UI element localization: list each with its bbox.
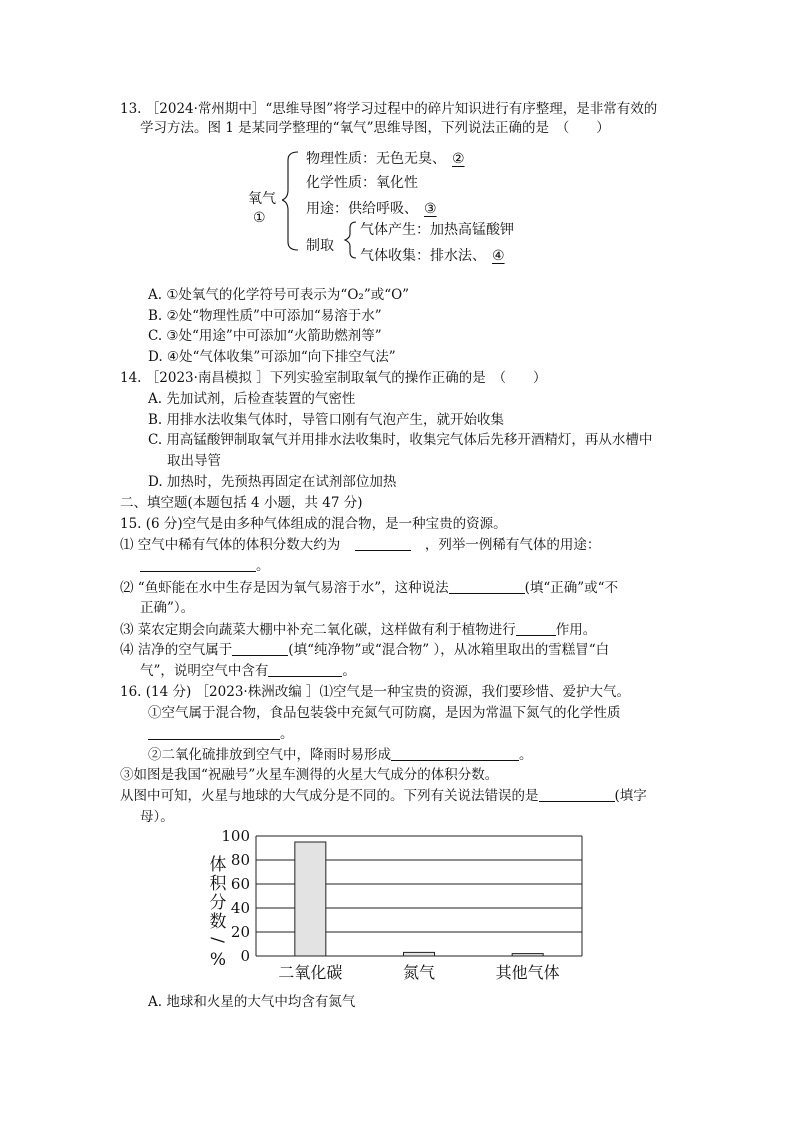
section-heading: 二、填空题(本题包括 4 小题，共 47 分) — [120, 495, 363, 511]
category-label: 其他气体 — [495, 963, 560, 982]
q13-option-a: A. ①处氧气的化学符号可表示为“O₂”或“O” — [148, 287, 410, 303]
answer-blank[interactable] — [268, 662, 342, 677]
q14-stem: 14. ［2023·南昌模拟 ］下列实验室制取氧气的操作正确的是 （ ） — [120, 370, 547, 386]
bar — [404, 952, 435, 956]
q16-sub3: ③如图是我国“祝融号”火星车测得的火星大气成分的体积分数。 — [120, 767, 499, 783]
volume-fraction-chart — [200, 826, 600, 990]
q13-option-c: C. ③处“用途”中可添加“火箭助燃剂等” — [148, 328, 382, 344]
q16-sub4-cont: 母）。 — [140, 809, 174, 825]
y-tick-label: 20 — [230, 923, 250, 941]
q14-option-d: D. 加热时，先预热再固定在试剂部位加热 — [148, 474, 397, 490]
answer-blank[interactable] — [516, 621, 556, 636]
q15-stem: 15. (6 分)空气是由多种气体组成的混合物，是一种宝贵的资源。 — [120, 516, 507, 532]
answer-blank[interactable] — [140, 557, 256, 572]
y-axis-label-char: 积 — [209, 874, 227, 894]
bar — [295, 842, 326, 956]
y-axis-label-char: 分 — [209, 893, 227, 913]
mindmap-root-mark: ① — [253, 210, 266, 226]
q15-p3a: ⑶ 菜农定期会向蔬菜大棚中补充二氧化碳，这样做有利于植物进行 — [120, 622, 516, 638]
y-tick-label: 0 — [240, 947, 250, 965]
q15-p4a: ⑷ 洁净的空气属于 — [120, 642, 233, 658]
q15-p3b: 作用。 — [555, 622, 597, 638]
mark-2: ② — [452, 151, 465, 167]
y-axis-label-char: / — [207, 937, 227, 943]
q13-option-b: B. ②处“物理性质”中可添加“易溶于水” — [148, 308, 382, 324]
q15-part2 — [120, 578, 618, 598]
y-tick-label: 60 — [230, 875, 250, 893]
use-text: 用途：供给呼吸、 — [306, 201, 418, 217]
q16-sub1: ①空气属于混合物，食品包装袋中充氮气可防腐，是因为常温下氮气的化学性质 — [148, 705, 621, 721]
q15-p2b: (填“正确”或“不 — [524, 580, 619, 596]
q14-option-a: A. 先加试剂，后检查装置的气密性 — [148, 391, 356, 407]
answer-blank[interactable] — [539, 787, 615, 802]
y-tick-label: 80 — [230, 851, 250, 869]
answer-blank[interactable] — [232, 641, 288, 656]
q16-sub1-cont — [148, 724, 294, 744]
q13-line1: 13. ［2024·常州期中］“思维导图”将学习过程中的碎片知识进行有序整理，是非常有效的 — [120, 101, 658, 117]
q14-option-b: B. 用排水法收集气体时，导管口刚有气泡产生，就开始收集 — [148, 412, 505, 428]
y-tick-label: 100 — [221, 827, 250, 845]
q15-p1c: 。 — [256, 558, 270, 574]
mindmap-root: 氧气 — [248, 191, 276, 207]
q15-p4b: (填“纯净物”或“混合物” ），从冰箱里取出的雪糕冒“白 — [288, 642, 610, 658]
q16-s4a: 从图中可知，火星与地球的大气成分是不同的。下列有关说法错误的是 — [120, 788, 539, 804]
category-label: 二氧化碳 — [278, 963, 343, 982]
q14-option-c: C. 用高锰酸钾制取氧气并用排水法收集时，收集完气体后先移开酒精灯，再从水槽中 — [148, 432, 653, 448]
q15-part1-cont — [140, 556, 270, 576]
y-axis-label-char: % — [209, 950, 227, 970]
category-label: 氮气 — [402, 963, 436, 982]
answer-blank[interactable] — [148, 725, 280, 740]
q15-part1 — [120, 535, 600, 555]
q16-s2a: ②二氧化硫排放到空气中，降雨时易形成 — [148, 747, 391, 763]
q15-p4c: 气”，说明空气中含有 — [140, 663, 269, 679]
mindmap-chemical: 化学性质：氧化性 — [306, 175, 418, 191]
answer-blank[interactable] — [391, 746, 519, 761]
q16-stem: 16. (14 分) ［2023·株洲改编 ］⑴空气是一种宝贵的资源，我们要珍惜、爱护大气。 — [120, 684, 630, 700]
q15-part4-cont — [140, 661, 356, 681]
y-tick-label: 40 — [230, 899, 250, 917]
q13-line2: 学习方法。图 1 是某同学整理的“氧气”思维导图，下列说法正确的是 （ ） — [140, 120, 610, 136]
mark-4: ④ — [492, 248, 505, 264]
q16-s2b: 。 — [519, 747, 533, 763]
q16-s1b: 。 — [280, 726, 294, 742]
q15-part3 — [120, 620, 596, 640]
answer-blank[interactable] — [449, 579, 525, 594]
mindmap-use — [306, 199, 451, 219]
y-axis-label-char: 数 — [209, 912, 227, 932]
q14-option-c-cont: 取出导管 — [167, 453, 221, 469]
mark-3: ③ — [424, 201, 437, 217]
gas-collect-text: 气体收集：排水法、 — [360, 248, 486, 264]
physical-text: 物理性质：无色无臭、 — [306, 151, 446, 167]
q15-part2-cont: 正确”）。 — [140, 600, 195, 616]
y-axis-label-char: 体 — [209, 855, 227, 875]
q16-sub2 — [148, 745, 533, 765]
bar — [512, 954, 543, 956]
q15-part4 — [120, 640, 609, 660]
q16-s4b: (填字 — [614, 788, 647, 804]
q15-p1a: ⑴ 空气中稀有气体的体积分数大约为 — [120, 537, 341, 553]
q15-p4d: 。 — [342, 663, 356, 679]
mindmap-prep: 制取 — [306, 238, 334, 254]
q15-p1b: ，列举一例稀有气体的用途： — [424, 537, 601, 553]
answer-blank[interactable] — [355, 536, 411, 551]
mindmap-gas-prod: 气体产生：加热高锰酸钾 — [360, 222, 514, 238]
q13-option-d: D. ④处“气体收集”可添加“向下排空气法” — [148, 349, 396, 365]
q16-sub4 — [120, 786, 647, 806]
q16-option-a: A. 地球和火星的大气中均含有氮气 — [148, 994, 356, 1010]
mindmap-physical — [306, 149, 479, 169]
q15-p2a: ⑵ “鱼虾能在水中生存是因为氧气易溶于水”，这种说法 — [120, 580, 449, 596]
mindmap-gas-collect — [360, 246, 519, 266]
